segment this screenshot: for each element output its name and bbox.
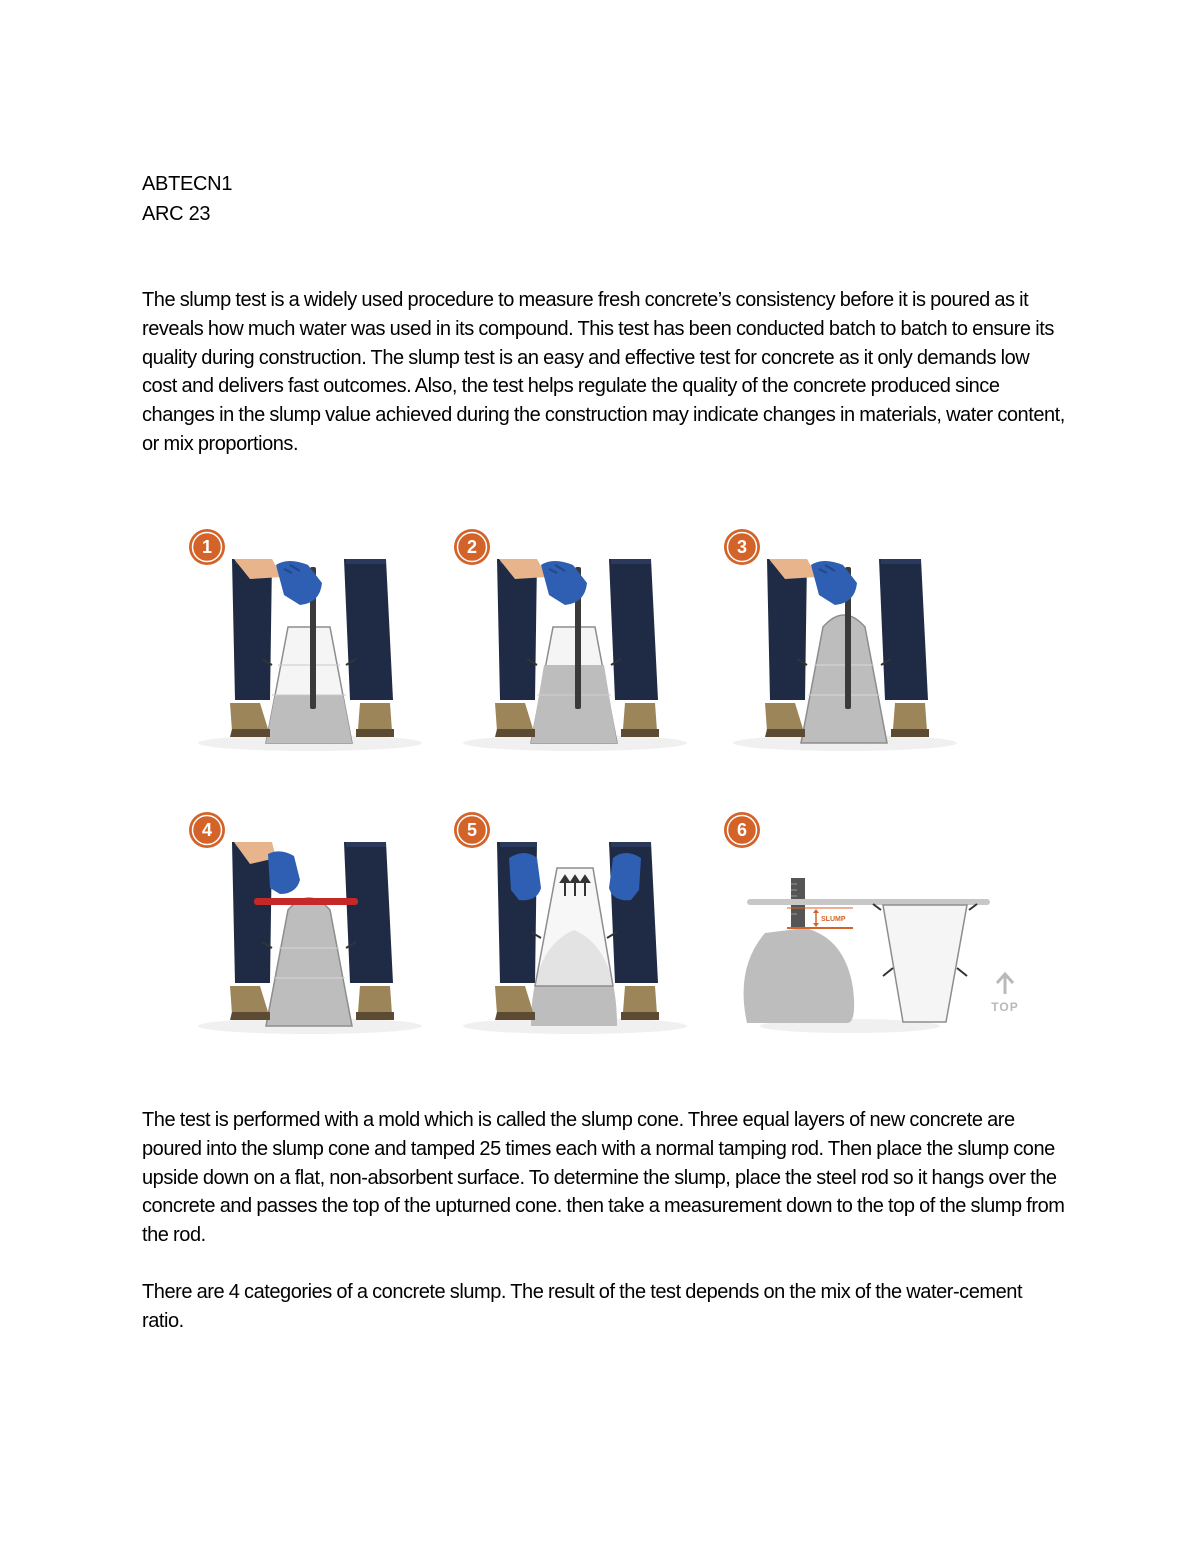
upturned-cone <box>883 905 967 1022</box>
step-4-badge <box>189 812 225 848</box>
top-indicator <box>991 974 1018 1014</box>
section-code: ARC 23 <box>142 203 211 225</box>
slumped-concrete <box>744 928 855 1023</box>
course-code: ABTECN1 <box>142 173 233 195</box>
step-1-badge <box>189 529 225 565</box>
step-3-panel <box>724 529 957 751</box>
categories-paragraph: There are 4 categories of a concrete slump. The result of the test depends on the mix of the water-cement ratio. <box>142 1281 1023 1332</box>
slump-label: SLUMP <box>821 916 846 923</box>
step-6-number: 6 <box>736 820 748 840</box>
lift-arrows <box>561 876 589 896</box>
step-4-number: 4 <box>201 820 213 840</box>
tamping-rod-red <box>254 898 358 905</box>
step-4-panel <box>189 812 422 1034</box>
intro-paragraph: The slump test is a widely used procedure to measure fresh concrete’s consistency before it is poured as it reveals how much water was used in its compound. This test has been conducted batch to batch to ensure its quality during construction. The slump test is an easy and effective test for concrete as it only demands low cost and delivers fast outcomes. Also, the test helps regulate the quality of the concrete produced since changes in the slump value achieved during the construction may indicate changes in materials, water content, or mix proportions. <box>142 289 1065 455</box>
procedure-paragraph: The test is performed with a mold which is called the slump cone. Three equal layers of new concrete are poured into the slump cone and tamped 25 times each with a normal tamping rod. Then place the slump cone upside down on a flat, non-absorbent surface. To determine the slump, place the steel rod so it hangs over the concrete and passes the top of the upturned cone. then take a measurement down to the top of the slump from the rod. <box>142 1109 1065 1247</box>
step-5-panel <box>454 812 687 1034</box>
step-3-badge <box>724 529 760 565</box>
step-2-badge <box>454 529 490 565</box>
step-1-panel <box>189 529 422 751</box>
step-6-badge <box>724 812 760 848</box>
step-1-number: 1 <box>201 537 213 557</box>
step-5-number: 5 <box>466 820 478 840</box>
top-label: TOP <box>991 1000 1019 1014</box>
step-2-number: 2 <box>466 537 478 557</box>
step-3-number: 3 <box>736 537 748 557</box>
step-5-badge <box>454 812 490 848</box>
steel-rod-level <box>747 899 990 905</box>
step-6-panel <box>724 812 1019 1033</box>
step-2-panel <box>454 529 687 751</box>
slump-test-illustration <box>180 515 1050 1045</box>
